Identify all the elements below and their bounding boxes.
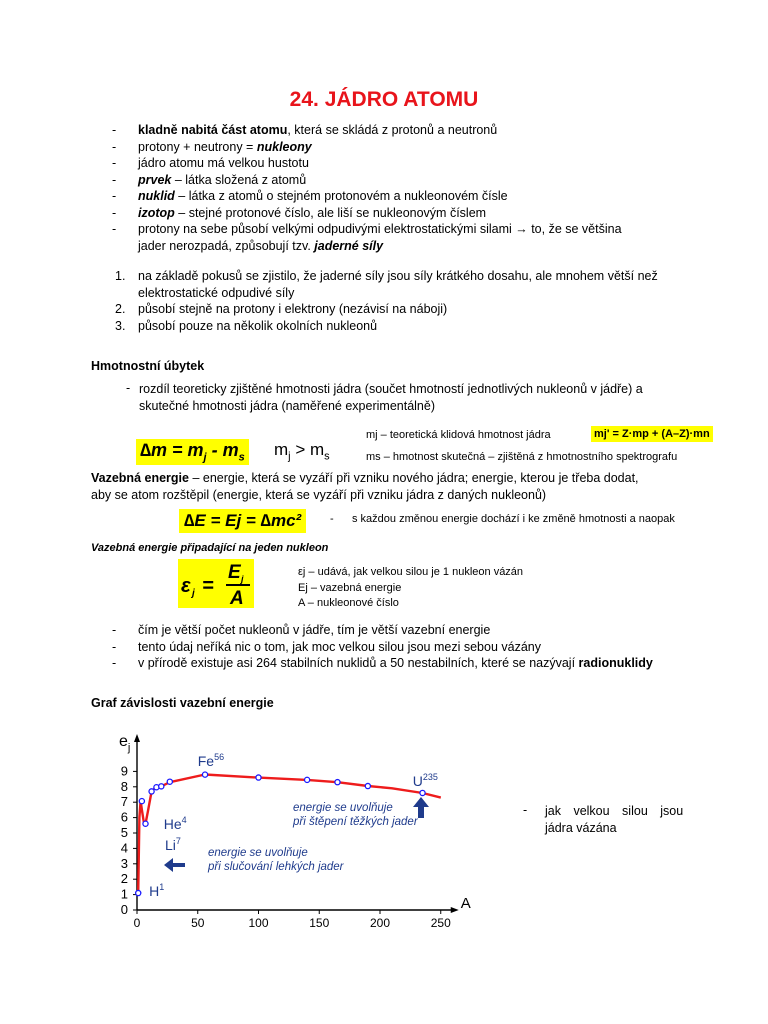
y-tick-label: 5 (120, 825, 128, 840)
y-tick-label: 1 (120, 886, 128, 902)
y-tick-label: 2 (120, 871, 128, 887)
list-item: - prvek – látka složená z atomů (112, 172, 682, 189)
list-item: - čím je větší počet nukleonů v jádře, tím je větší vazební energie (112, 622, 692, 639)
svg-text:ε: ε (181, 575, 191, 597)
data-point (167, 779, 172, 784)
side-note-dash: - (523, 803, 528, 817)
list-item: - tento údaj neříká nic o tom, jak moc velkou silou jsou mezi sebou vázány (112, 639, 692, 656)
per-nucleon-heading: Vazebná energie připadající na jeden nukleon (91, 542, 329, 554)
epsilon-notes: εj – udává, jak velkou silou je 1 nukleon vázán Ej – vazebná energie A – nukleonové číslo (298, 566, 524, 609)
y-tick-label: 0 (120, 902, 128, 917)
list-item: 1. na základě pokusů se zjistilo, že jaderné síly jsou síly krátkého dosahu, ale mnohem větší než elektrostatické odpudivé síly (115, 269, 658, 300)
y-axis-label-sub: j (127, 742, 131, 754)
label-li7-mass: 7 (175, 836, 181, 846)
label-fe56-mass: 56 (214, 752, 225, 762)
data-point (159, 784, 164, 789)
y-tick-label: 8 (120, 778, 128, 794)
fission-note-line2: při štěpení těžkých jader (293, 816, 418, 828)
label-h1-mass: 1 (159, 882, 165, 892)
x-tick-label: 50 (191, 916, 205, 930)
y-tick-label: 3 (120, 855, 128, 871)
label-li7: Li$^7$ (164, 836, 181, 853)
svg-text:A: A (230, 588, 244, 608)
binding-energy-definition: Vazebná energie – energie, která se vyzáří při vzniku nového jádra; energie, kterou je třeba dodat, aby se atom rozštěpil (energie, která se vyzáří při vzniku jádra z daných nukleonů) (91, 471, 639, 502)
x-tick-label: 100 (248, 916, 269, 930)
mass-defect-dash: - (126, 381, 131, 395)
binding-energy-formula: ∆E = Ej = ∆mc² (179, 509, 306, 533)
formula-note-dash: - (330, 513, 334, 525)
list-item: - protony na sebe působí velkými odpudivými elektrostatickými silami → to, že se většina jader nerozpadá, způsobují tzv. jaderné síly (112, 221, 682, 254)
x-tick-label: 0 (133, 916, 141, 930)
data-point (143, 821, 148, 826)
section-heading-mass-defect: Hmotnostní úbytek (91, 359, 205, 373)
label-h1: $H^1$ (149, 882, 165, 899)
svg-text:j: j (192, 588, 195, 599)
list-item: - kladně nabitá část atomu, která se skládá z protonů a neutronů (112, 122, 682, 139)
x-tick-label: 150 (309, 916, 330, 930)
fission-arrow (413, 797, 429, 818)
mj-note: mj – teoretická klidová hmotnost jádra (366, 429, 551, 441)
x-axis-arrow (451, 907, 459, 913)
numbered-list (115, 268, 685, 334)
svg-text:=: = (202, 575, 214, 597)
data-point (139, 799, 144, 804)
list-item: - nuklid – látka z atomů o stejném protonovém a nukleonovém čísle (112, 188, 682, 205)
label-u235-mass: 235 (422, 772, 438, 782)
intro-list (112, 122, 682, 254)
label-u235: $U^{235}$ (412, 772, 438, 789)
y-axis-label: $e_j$ (119, 733, 131, 754)
x-axis-label: A (460, 895, 471, 912)
side-note: jak velkou silou jsou jádra vázána (545, 804, 684, 835)
x-tick-label: 250 (430, 916, 451, 930)
ms-note: ms – hmotnost skutečná – zjištěná z hmotnostního spektrografu (366, 451, 678, 463)
fusion-note-line2: při slučování lehkých jader (208, 861, 344, 873)
data-point (202, 772, 207, 777)
y-tick-label: 9 (120, 763, 128, 779)
formula-note: s každou změnou energie dochází i ke změně hmotnosti a naopak (352, 513, 675, 525)
data-point (256, 775, 261, 780)
label-he4-mass: 4 (181, 815, 187, 825)
page-title: 24. JÁDRO ATOMU (289, 88, 479, 111)
epsilon-formula (178, 559, 254, 608)
data-point (420, 790, 425, 795)
graph-heading: Graf závislosti vazební energie (91, 696, 274, 710)
data-point (149, 789, 154, 794)
fission-note-line1: energie se uvolňuje (293, 802, 393, 814)
x-tick-label: 200 (369, 916, 391, 930)
svg-text:E: E (228, 562, 241, 583)
epsilon-formula-graphic (178, 559, 254, 608)
fusion-note-line1: energie se uvolňuje (208, 847, 308, 859)
mass-defect-description: rozdíl teoreticky zjištěné hmotnosti jádra (součet hmotností jednotlivých nukleonů v jádře) a skutečné hmotnosti jádra (naměřené experimentálně) (139, 382, 643, 413)
mass-defect-formula: $\Delta m = m_j - m_s$ (136, 439, 249, 465)
binding-energy-chart (100, 728, 480, 938)
data-point (305, 777, 310, 782)
list-item: - v přírodě existuje asi 264 stabilních nuklidů a 50 nestabilních, které se nazývají radionuklidy (112, 655, 692, 672)
svg-text:j: j (241, 574, 244, 584)
data-point (335, 780, 340, 785)
facts-list (112, 622, 692, 672)
list-item: 2. působí stejně na protony i elektrony (nezávisí na náboji) (115, 302, 448, 316)
list-item: - protony + neutrony = nukleony (112, 139, 682, 156)
mass-inequality: $m_j > m_s$ (274, 440, 330, 463)
label-he4: He$^4$ (163, 815, 187, 832)
list-item: 3. působí pouze na několik okolních nukleonů (115, 318, 378, 333)
list-item: - izotop – stejné protonové číslo, ale liší se nukleonovým číslem (112, 205, 682, 222)
label-fe56: Fe$^{56}$ (197, 752, 225, 769)
list-item: - jádro atomu má velkou hustotu (112, 155, 682, 172)
binding-energy-curve (138, 775, 441, 894)
y-tick-label: 4 (120, 840, 128, 856)
fusion-arrow (164, 858, 185, 872)
y-axis-arrow (134, 734, 140, 742)
y-tick-label: 7 (120, 794, 128, 810)
data-point (365, 783, 370, 788)
data-point (136, 890, 141, 895)
y-tick-label: 6 (120, 809, 128, 825)
mj-formula: mj' = Z·mp + (A–Z)·mn (591, 426, 713, 442)
